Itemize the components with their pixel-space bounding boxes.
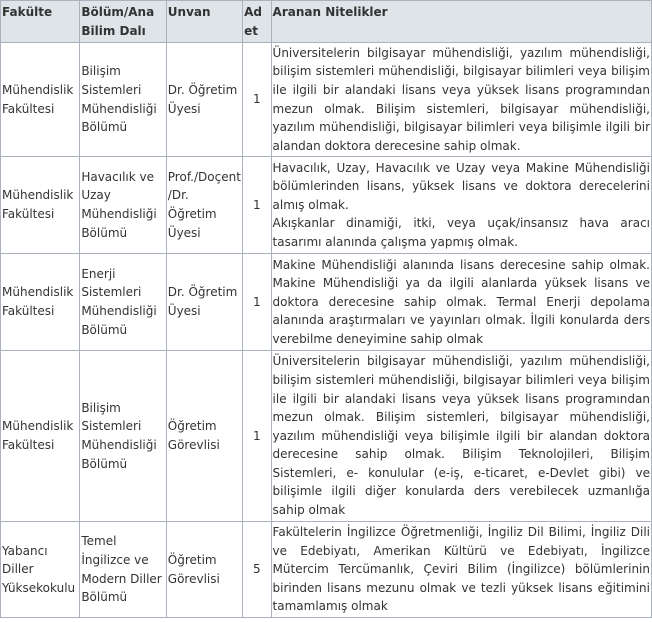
table-row	[1, 43, 652, 157]
cell-bolum: Enerji Sistemleri Mühendisliği Bölümü	[80, 254, 166, 351]
cell-fakulte: Yabancı Diller Yüksekokulu	[1, 522, 80, 618]
cell-nitelikler	[271, 157, 651, 254]
cell-adet: 5	[243, 522, 271, 618]
table-row	[1, 351, 652, 522]
cell-adet: 1	[243, 43, 271, 157]
cell-unvan: Prof./Doçent /Dr. Öğretim Üyesi	[166, 157, 242, 254]
cell-nitelikler	[271, 351, 651, 522]
header-unvan: Unvan	[166, 1, 242, 43]
qualification-text: Makine Mühendisliği alanında lisans derecesine sahip olmak. Makine Mühendisliği ya da ilgili alanlarda yüksek lisans ve doktora derecesine sahip olmak. Termal Enerji depolama alanında araştırmaları ve yayınları olmak. İlgili konularda ders verebilme deneyimine sahip olmak	[272, 257, 650, 346]
cell-unvan: Dr. Öğretim Üyesi	[166, 43, 242, 157]
qualification-text: Üniversitelerin bilgisayar mühendisliği, yazılım mühendisliği, bilişim sistemleri mühendisliği, bilgisayar bilimleri veya bilişim ile ilgili bir alandaki lisans veya yüksek lisans programından mezun olmak. Bilişim sistemleri, bilgisayar mühendisliği, yazılım mühendisliği veya bilişimle ilgili bir alandan doktora derecesine sahip olmak. Bilişim Teknolojileri, Bilişim Sistemleri, e- konulular (e-iş, e-ticaret, e-Devlet gibi) ve bilişimle ilgili diğer konularda ders verebilecek uzmanlığa sahip olmak	[272, 354, 650, 518]
cell-fakulte: Mühendislik Fakültesi	[1, 351, 80, 522]
cell-nitelikler	[271, 522, 651, 618]
qualification-text: Üniversitelerin bilgisayar mühendisliği, yazılım mühendisliği, bilişim sistemleri mühendisliği, bilgisayar bilimleri veya bilişim ile ilgili bir alandaki lisans veya yüksek lisans programından mezun olmak. Bilişim sistemleri, bilgisayar mühendisliği, yazılım mühendisliği, bilgisayar bilimleri veya bilişimle ilgili bir alandan doktora derecesine sahip olmak.	[272, 45, 650, 153]
qualification-text: Fakültelerin İngilizce Öğretmenliği, İngiliz Dil Bilimi, İngiliz Dili ve Edebiyatı, Amerikan Kültürü ve Edebiyatı, İngilizce Mütercim Tercümanlık, Çeviri Bilim (İngilizce) bölümlerinin birinden lisans mezunu olmak ve tezli yüksek lisans eğitimini tamamlamış olmak	[272, 525, 650, 614]
header-bolum: Bölüm/Ana Bilim Dalı	[80, 1, 166, 43]
cell-fakulte: Mühendislik Fakültesi	[1, 43, 80, 157]
cell-adet: 1	[243, 157, 271, 254]
qualification-text: Akışkanlar dinamiği, itki, veya uçak/insansız hava aracı tasarımı alanında çalışma yapmış olmak.	[272, 216, 650, 249]
header-nitelikler: Aranan Nitelikler	[271, 1, 651, 43]
cell-bolum: Bilişim Sistemleri Mühendisliği Bölümü	[80, 43, 166, 157]
table-row	[1, 254, 652, 351]
cell-adet: 1	[243, 254, 271, 351]
qualification-text: Havacılık, Uzay, Havacılık ve Uzay veya Makine Mühendisliği bölümlerinden lisans, yüksek lisans ve doktora derecelerini almış olmak.	[272, 160, 650, 212]
table-header-row	[1, 1, 652, 43]
header-fakulte: Fakülte	[1, 1, 80, 43]
cell-bolum: Temel İngilizce ve Modern Diller Bölümü	[80, 522, 166, 618]
cell-unvan: Öğretim Görevlisi	[166, 351, 242, 522]
cell-adet: 1	[243, 351, 271, 522]
cell-nitelikler	[271, 43, 651, 157]
table-row	[1, 522, 652, 618]
header-adet: Adet	[243, 1, 271, 43]
cell-bolum: Bilişim Sistemleri Mühendisliği Bölümü	[80, 351, 166, 522]
cell-fakulte: Mühendislik Fakültesi	[1, 254, 80, 351]
cell-unvan: Öğretim Görevlisi	[166, 522, 242, 618]
cell-nitelikler	[271, 254, 651, 351]
cell-fakulte: Mühendislik Fakültesi	[1, 157, 80, 254]
table-row	[1, 157, 652, 254]
cell-unvan: Dr. Öğretim Üyesi	[166, 254, 242, 351]
cell-bolum: Havacılık ve Uzay Mühendisliği Bölümü	[80, 157, 166, 254]
